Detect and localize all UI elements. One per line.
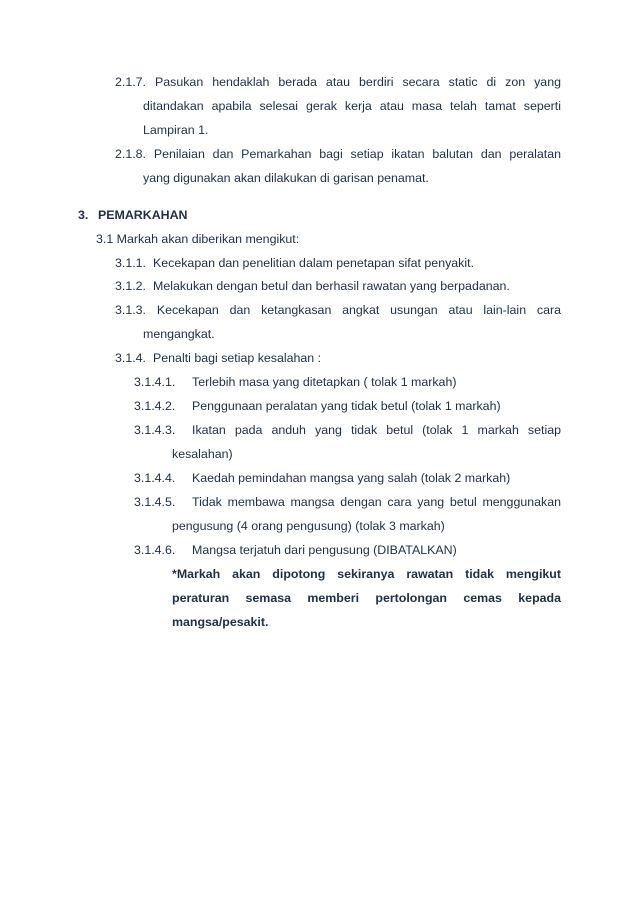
penalty-3-1-4-6-text: Mangsa terjatuh dari pengusung (DIBATALKAN) [192,543,457,557]
item-2-1-7-number: 2.1.7. [115,75,147,89]
penalty-3-1-4-5-line2: pengusung (4 orang pengusung) (tolak 3 markah) [172,519,445,533]
penalty-3-1-4-4-number: 3.1.4.4. [134,471,176,485]
item-3-1-1 [115,255,474,271]
penalty-3-1-4-3-line2: kesalahan) [172,447,233,461]
item-2-1-8-text: Penilaian dan Pemarkahan bagi setiap ikatan balutan dan peralatan [153,147,561,161]
penalty-3-1-4-1-number: 3.1.4.1. [134,375,176,389]
penalty-3-1-4-5-number: 3.1.4.5. [134,495,176,509]
item-2-1-8-line2: yang digunakan akan dilakukan di garisan penamat. [143,171,429,185]
section-heading-number: 3. [78,208,89,222]
item-3-1-4 [115,350,321,366]
penalty-3-1-4-4-text: Kaedah pemindahan mangsa yang salah (tolak 2 markah) [192,471,511,485]
penalty-3-1-4-5-line1 [134,494,561,510]
penalty-3-1-4-1-text: Terlebih masa yang ditetapkan ( tolak 1 markah) [192,375,457,389]
item-2-1-7-text: Pasukan hendaklah berada atau berdiri secara static di zon yang [155,75,561,89]
penalty-3-1-4-2 [134,398,501,414]
item-3-1-3-line2: mengangkat. [143,327,215,341]
item-3-1-2 [115,278,510,294]
item-3-1-4-text: Penalti bagi setiap kesalahan : [153,351,322,365]
penalty-3-1-4-3-text: Ikatan pada anduh yang tidak betul (tolak 1 markah setiap [192,423,561,437]
item-3-1-2-number: 3.1.2. [115,279,147,293]
penalty-3-1-4-3-line1 [134,422,561,438]
item-2-1-7-line2: ditandakan apabila selesai gerak kerja atau masa telah tamat seperti [143,99,561,113]
item-2-1-7-line1 [115,74,561,90]
section-heading-title: PEMARKAHAN [98,208,188,222]
item-3-1-3-text: Kecekapan dan ketangkasan angkat usungan atau lain-lain cara [156,303,561,317]
note-line2: peraturan semasa memberi pertolongan cemas kepada [172,591,561,605]
subsection-3-1: 3.1 Markah akan diberikan mengikut: [96,232,300,246]
item-2-1-7-line3: Lampiran 1. [143,123,209,137]
penalty-3-1-4-4 [134,470,510,486]
section-heading [78,207,188,223]
item-2-1-8-line1 [115,146,561,162]
penalty-3-1-4-6-number: 3.1.4.6. [134,543,176,557]
penalty-3-1-4-5-text: Tidak membawa mangsa dengan cara yang betul menggunakan [192,495,561,509]
item-3-1-2-text: Melakukan dengan betul dan berhasil rawatan yang berpadanan. [153,279,510,293]
penalty-3-1-4-3-number: 3.1.4.3. [134,423,176,437]
note-line1: *Markah akan dipotong sekiranya rawatan tidak mengikut [172,567,561,581]
item-3-1-3-line1 [115,302,561,318]
item-2-1-8-number: 2.1.8. [115,147,147,161]
penalty-3-1-4-1 [134,374,456,390]
penalty-3-1-4-2-text: Penggunaan peralatan yang tidak betul (tolak 1 markah) [192,399,501,413]
penalty-3-1-4-2-number: 3.1.4.2. [134,399,176,413]
item-3-1-4-number: 3.1.4. [115,351,147,365]
penalty-3-1-4-6 [134,542,457,558]
item-3-1-3-number: 3.1.3. [115,303,147,317]
note-line3: mangsa/pesakit. [172,615,269,629]
item-3-1-1-text: Kecekapan dan penelitian dalam penetapan sifat penyakit. [153,256,475,270]
item-3-1-1-number: 3.1.1. [115,256,147,270]
